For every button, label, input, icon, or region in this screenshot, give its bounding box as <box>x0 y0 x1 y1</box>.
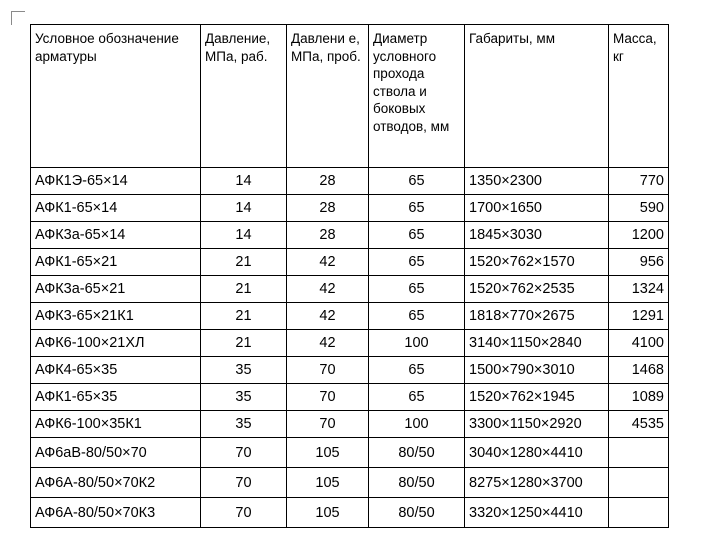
cell-pressure-working: 70 <box>201 498 287 528</box>
cell-diameter: 65 <box>369 303 465 330</box>
table-row <box>31 222 669 249</box>
cell-diameter: 65 <box>369 168 465 195</box>
header-pressure-test: Давлени е, МПа, проб. <box>287 25 369 168</box>
cell-diameter: 100 <box>369 411 465 438</box>
cell-diameter: 80/50 <box>369 438 465 468</box>
table-row <box>31 303 669 330</box>
cell-dimensions: 8275×1280×3700 <box>465 468 609 498</box>
cell-dimensions: 1520×762×2535 <box>465 276 609 303</box>
cell-designation: АФ6А-80/50×70К3 <box>31 498 201 528</box>
cell-diameter: 65 <box>369 276 465 303</box>
cell-designation: АФК1-65×35 <box>31 384 201 411</box>
table-row <box>31 357 669 384</box>
cell-designation: АФК1-65×14 <box>31 195 201 222</box>
cell-designation: АФК4-65×35 <box>31 357 201 384</box>
cell-pressure-test: 42 <box>287 249 369 276</box>
cell-pressure-working: 21 <box>201 276 287 303</box>
cell-pressure-test: 28 <box>287 195 369 222</box>
cell-pressure-working: 21 <box>201 303 287 330</box>
table-row <box>31 195 669 222</box>
cell-pressure-working: 35 <box>201 411 287 438</box>
table-row <box>31 330 669 357</box>
cell-designation: АФ6А-80/50×70К2 <box>31 468 201 498</box>
cell-diameter: 100 <box>369 330 465 357</box>
cell-mass: 4100 <box>609 330 669 357</box>
cell-pressure-working: 14 <box>201 168 287 195</box>
cell-pressure-test: 70 <box>287 357 369 384</box>
cell-dimensions: 1818×770×2675 <box>465 303 609 330</box>
header-designation: Условное обозначение арматуры <box>31 25 201 168</box>
header-diameter: Диаметр условного прохода ствола и боковых отводов, мм <box>369 25 465 168</box>
cell-designation: АФК3а-65×14 <box>31 222 201 249</box>
table-row <box>31 384 669 411</box>
cell-pressure-test: 42 <box>287 330 369 357</box>
cell-diameter: 65 <box>369 357 465 384</box>
cell-mass: 1089 <box>609 384 669 411</box>
cell-pressure-working: 70 <box>201 438 287 468</box>
cell-mass <box>609 438 669 468</box>
cell-mass: 1291 <box>609 303 669 330</box>
cell-pressure-test: 42 <box>287 303 369 330</box>
cell-mass: 1468 <box>609 357 669 384</box>
cell-pressure-working: 21 <box>201 249 287 276</box>
cell-pressure-working: 35 <box>201 357 287 384</box>
cell-pressure-test: 42 <box>287 276 369 303</box>
table-row <box>31 498 669 528</box>
cell-designation: АФ6аВ-80/50×70 <box>31 438 201 468</box>
cell-diameter: 80/50 <box>369 468 465 498</box>
cell-dimensions: 1845×3030 <box>465 222 609 249</box>
cell-pressure-test: 105 <box>287 438 369 468</box>
cell-pressure-working: 14 <box>201 195 287 222</box>
cell-dimensions: 1700×1650 <box>465 195 609 222</box>
cell-mass: 4535 <box>609 411 669 438</box>
cell-pressure-test: 70 <box>287 411 369 438</box>
cell-pressure-test: 105 <box>287 468 369 498</box>
cell-dimensions: 1350×2300 <box>465 168 609 195</box>
cell-diameter: 65 <box>369 222 465 249</box>
table-row <box>31 276 669 303</box>
cell-dimensions: 1520×762×1945 <box>465 384 609 411</box>
table-header-row <box>31 25 669 168</box>
table-row <box>31 411 669 438</box>
slide-corner-mark-horizontal <box>11 11 25 12</box>
cell-mass <box>609 498 669 528</box>
cell-diameter: 65 <box>369 384 465 411</box>
cell-mass: 1200 <box>609 222 669 249</box>
table-row <box>31 249 669 276</box>
table-row <box>31 438 669 468</box>
cell-mass: 1324 <box>609 276 669 303</box>
cell-diameter: 65 <box>369 249 465 276</box>
cell-mass: 770 <box>609 168 669 195</box>
cell-dimensions: 3140×1150×2840 <box>465 330 609 357</box>
cell-designation: АФК1-65×21 <box>31 249 201 276</box>
cell-designation: АФК3-65×21К1 <box>31 303 201 330</box>
header-dimensions: Габариты, мм <box>465 25 609 168</box>
cell-pressure-test: 28 <box>287 168 369 195</box>
cell-pressure-test: 105 <box>287 498 369 528</box>
cell-diameter: 65 <box>369 195 465 222</box>
cell-designation: АФК1Э-65×14 <box>31 168 201 195</box>
header-mass: Масса, кг <box>609 25 669 168</box>
cell-designation: АФК6-100×21ХЛ <box>31 330 201 357</box>
cell-pressure-working: 14 <box>201 222 287 249</box>
table-body <box>31 168 669 528</box>
cell-dimensions: 3300×1150×2920 <box>465 411 609 438</box>
table-row <box>31 468 669 498</box>
cell-designation: АФК3а-65×21 <box>31 276 201 303</box>
cell-mass <box>609 468 669 498</box>
cell-pressure-working: 21 <box>201 330 287 357</box>
cell-mass: 956 <box>609 249 669 276</box>
cell-pressure-working: 35 <box>201 384 287 411</box>
cell-pressure-working: 70 <box>201 468 287 498</box>
valve-specification-table <box>30 24 669 528</box>
header-pressure-working: Давление, МПа, раб. <box>201 25 287 168</box>
cell-pressure-test: 70 <box>287 384 369 411</box>
cell-mass: 590 <box>609 195 669 222</box>
cell-pressure-test: 28 <box>287 222 369 249</box>
cell-diameter: 80/50 <box>369 498 465 528</box>
cell-dimensions: 3040×1280×4410 <box>465 438 609 468</box>
cell-dimensions: 1500×790×3010 <box>465 357 609 384</box>
cell-dimensions: 1520×762×1570 <box>465 249 609 276</box>
cell-designation: АФК6-100×35К1 <box>31 411 201 438</box>
table-row <box>31 168 669 195</box>
slide-corner-mark-vertical <box>11 11 12 25</box>
cell-dimensions: 3320×1250×4410 <box>465 498 609 528</box>
